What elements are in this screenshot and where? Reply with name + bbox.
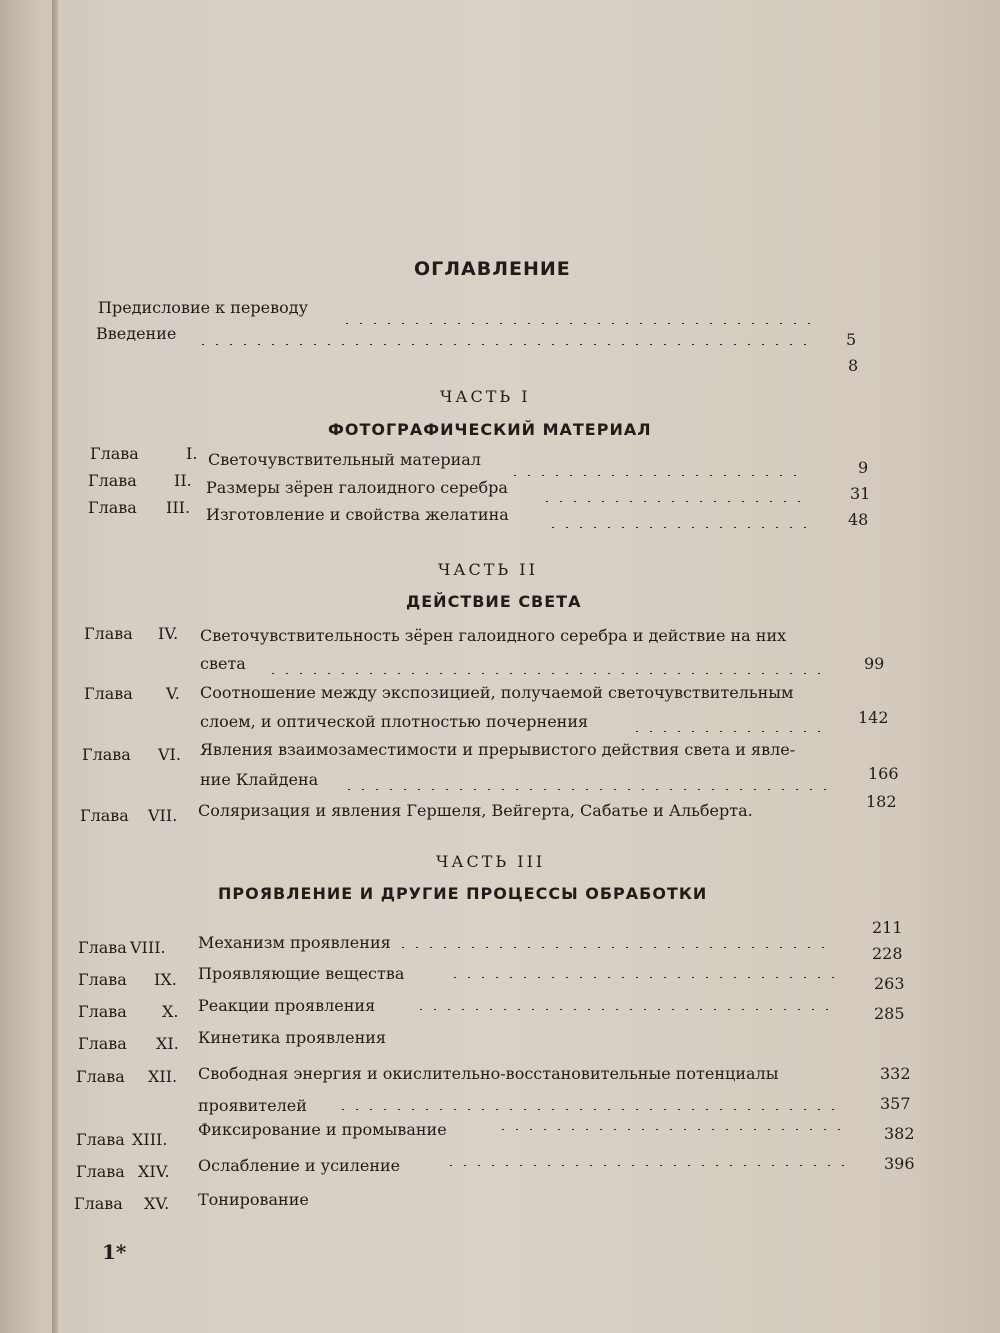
- chapter-label: Глава: [84, 684, 133, 703]
- page-number: 9: [858, 458, 869, 477]
- chapter-label: Глава: [76, 1162, 125, 1181]
- chapter-label: Глава: [78, 970, 127, 989]
- chapter-number: IX.: [154, 970, 177, 989]
- chapter-label: Глава: [84, 624, 133, 643]
- chapter-title-cont: света: [200, 654, 246, 673]
- part-title: ПРОЯВЛЕНИЕ И ДРУГИЕ ПРОЦЕССЫ ОБРАБОТКИ: [218, 884, 708, 903]
- part-label: ЧАСТЬ II: [438, 560, 538, 579]
- part-title: ДЕЙСТВИЕ СВЕТА: [406, 592, 582, 611]
- chapter-title: Реакции проявления: [198, 996, 376, 1015]
- chapter-title: Соотношение между экспозицией, получаемой светочувствительным: [200, 683, 794, 702]
- page-number: 182: [866, 792, 897, 811]
- signature-mark: 1*: [102, 1240, 127, 1264]
- part-label: ЧАСТЬ I: [440, 387, 531, 406]
- chapter-title: Размеры зёрен галоидного серебра: [206, 478, 508, 497]
- leader-dots: [266, 672, 826, 674]
- leader-dots: [496, 1128, 842, 1130]
- chapter-title: Проявляющие вещества: [198, 964, 405, 983]
- toc-entry-preface: Предисловие к переводу: [98, 298, 308, 317]
- chapter-number: X.: [162, 1002, 179, 1021]
- chapter-title: Свободная энергия и окислительно-восстановительные потенциалы: [198, 1064, 779, 1083]
- chapter-label: Глава: [78, 1002, 127, 1021]
- page-number: 31: [850, 484, 871, 503]
- page-number: 382: [884, 1124, 915, 1143]
- leader-dots: [342, 788, 832, 790]
- chapter-title: Светочувствительный материал: [208, 450, 481, 469]
- page-number: 166: [868, 764, 899, 783]
- chapter-number: VII.: [148, 806, 178, 825]
- chapter-label: Глава: [82, 745, 131, 764]
- chapter-number: XII.: [148, 1067, 178, 1086]
- chapter-number: V.: [166, 684, 180, 703]
- chapter-number: XI.: [156, 1034, 179, 1053]
- part-label: ЧАСТЬ III: [436, 852, 546, 871]
- chapter-label: Глава: [78, 938, 127, 957]
- chapter-title-cont: проявителей: [198, 1096, 307, 1115]
- page-number: 396: [884, 1154, 915, 1173]
- chapter-number: III.: [166, 498, 191, 517]
- page-number: 285: [874, 1004, 905, 1023]
- chapter-label: Глава: [76, 1067, 125, 1086]
- chapter-label: Глава: [78, 1034, 127, 1053]
- page-number: 263: [874, 974, 905, 993]
- page-number: 5: [846, 330, 857, 349]
- leader-dots: [630, 730, 820, 732]
- leader-dots: [340, 322, 810, 324]
- chapter-title: Соляризация и явления Гершеля, Вейгерта, Сабатье и Альберта.: [198, 801, 753, 820]
- chapter-number: XIV.: [138, 1162, 170, 1181]
- leader-dots: [196, 343, 806, 345]
- chapter-number: XIII.: [132, 1130, 168, 1149]
- leader-dots: [396, 946, 836, 948]
- page-number: 8: [848, 356, 859, 375]
- leader-dots: [540, 500, 810, 502]
- leader-dots: [508, 474, 808, 476]
- page-number: 142: [858, 708, 889, 727]
- page-number: 99: [864, 654, 885, 673]
- chapter-label: Глава: [90, 444, 139, 463]
- leader-dots: [336, 1108, 842, 1110]
- leader-dots: [546, 526, 810, 528]
- page-number: 228: [872, 944, 903, 963]
- chapter-title-cont: слоем, и оптической плотностью почернения: [200, 712, 589, 731]
- leader-dots: [448, 976, 838, 978]
- page-number: 48: [848, 510, 869, 529]
- chapter-label: Глава: [74, 1194, 123, 1213]
- chapter-title: Ослабление и усиление: [198, 1156, 401, 1175]
- chapter-title: Тонирование: [198, 1190, 309, 1209]
- chapter-title: Фиксирование и промывание: [198, 1120, 447, 1139]
- chapter-title: Механизм проявления: [198, 933, 391, 952]
- toc-entry-introduction: Введение: [96, 324, 177, 343]
- toc-heading: ОГЛАВЛЕНИЕ: [414, 258, 571, 280]
- chapter-number: I.: [186, 444, 198, 463]
- chapter-label: Глава: [88, 471, 137, 490]
- chapter-title: Явления взаимозаместимости и прерывистого действия света и явле-: [200, 740, 796, 759]
- chapter-number: VI.: [158, 745, 181, 764]
- chapter-label: Глава: [76, 1130, 125, 1149]
- chapter-number: IV.: [158, 624, 179, 643]
- chapter-title: Кинетика проявления: [198, 1028, 387, 1047]
- chapter-number: II.: [174, 471, 192, 490]
- page-gutter: [52, 0, 58, 1333]
- chapter-number: VIII.: [130, 938, 166, 957]
- page-number: 211: [872, 918, 903, 937]
- chapter-number: XV.: [144, 1194, 170, 1213]
- leader-dots: [444, 1164, 844, 1166]
- part-title: ФОТОГРАФИЧЕСКИЙ МАТЕРИАЛ: [328, 420, 652, 439]
- chapter-title: Светочувствительность зёрен галоидного серебра и действие на них: [200, 626, 787, 645]
- chapter-label: Глава: [88, 498, 137, 517]
- chapter-title: Изготовление и свойства желатина: [206, 505, 509, 524]
- page-number: 332: [880, 1064, 911, 1083]
- chapter-title-cont: ние Клайдена: [200, 770, 319, 789]
- page-number: 357: [880, 1094, 911, 1113]
- leader-dots: [414, 1008, 840, 1010]
- chapter-label: Глава: [80, 806, 129, 825]
